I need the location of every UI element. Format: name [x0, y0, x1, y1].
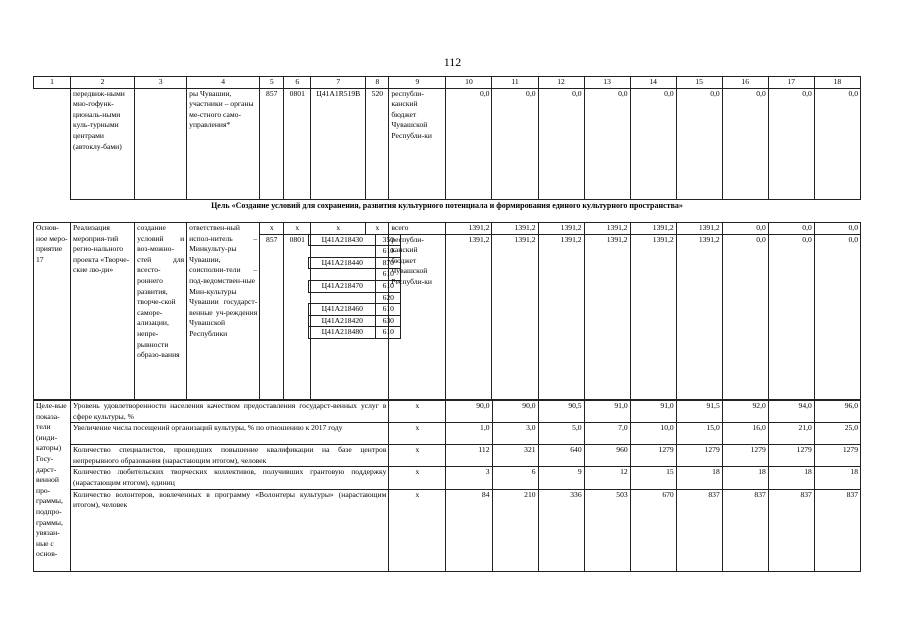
target-value: 210	[492, 489, 538, 571]
cell-x: x	[311, 223, 366, 235]
target-value: 5,0	[538, 423, 584, 445]
cell-value: 1391,2	[676, 223, 722, 235]
header-cell: 16	[722, 77, 768, 89]
code-expense: 610	[376, 304, 401, 316]
cell-value: 0,0	[492, 88, 538, 199]
header-cell: 4	[187, 77, 260, 89]
header-cell: 5	[260, 77, 284, 89]
target-value: 91,0	[630, 401, 676, 423]
code-expense: 630	[376, 315, 401, 327]
cell-section: 0801	[284, 88, 311, 199]
target-value: 15	[630, 467, 676, 489]
cell-value: 0,0	[722, 88, 768, 199]
target-value: 16,0	[722, 423, 768, 445]
header-row	[34, 77, 861, 89]
header-cell: 12	[538, 77, 584, 89]
header-cell: 11	[492, 77, 538, 89]
target-value: 640	[538, 445, 584, 467]
code-row	[309, 280, 401, 292]
top-table	[33, 76, 861, 200]
target-value: 21,0	[768, 423, 814, 445]
code-row	[309, 269, 401, 281]
cell-value: 1391,2	[492, 234, 538, 399]
code-target: Ц41А218420	[309, 315, 376, 327]
target-value: 94,0	[768, 401, 814, 423]
target-value: 18	[676, 467, 722, 489]
target-row	[34, 423, 861, 445]
target-value: 10,0	[630, 423, 676, 445]
code-target: Ц41А218480	[309, 327, 376, 339]
goal-title: Цель «Создание условий для сохранения, развития культурного потенциала и формирования единого культурного пространства»	[211, 201, 683, 210]
header-cell: 2	[71, 77, 135, 89]
cell-value: 0,0	[538, 88, 584, 199]
cell-description: передвиж-ными мно-гофунк-циональ-ными куль-турными центрами (автоклу-бами)	[71, 88, 135, 199]
cell-executor: ры Чувашии, участники – органы ме-стного само-управления*	[187, 88, 260, 199]
target-value: 90,0	[446, 401, 492, 423]
target-row	[34, 445, 861, 467]
header-cell: 6	[284, 77, 311, 89]
cell-value: 1391,2	[584, 223, 630, 235]
header-cell: 18	[814, 77, 860, 89]
code-target: Ц41А218430	[309, 234, 376, 246]
cell-empty	[135, 88, 187, 199]
cell-value: 1391,2	[446, 223, 492, 235]
cell-source: республи-канский бюджет Чувашской Республи-ки	[389, 234, 446, 399]
cell-value: 0,0	[768, 223, 814, 235]
target-value: 1279	[768, 445, 814, 467]
cell-goal: создание условий и воз-можно-стей для всесто-роннего развития, творче-ской саморе-ализации, непре-рывности образо-вания	[135, 223, 187, 400]
target-text: Количество волонтеров, вовлеченных в программу «Волонтеры культуры» (нарастающим итогом), человек	[71, 489, 389, 571]
target-value: 3	[446, 467, 492, 489]
event-table	[33, 222, 861, 400]
header-cell: 7	[311, 77, 366, 89]
cell-value: 1391,2	[492, 223, 538, 235]
target-value: 1279	[722, 445, 768, 467]
target-x: x	[389, 489, 446, 571]
target-value: 12	[584, 467, 630, 489]
target-value: 90,5	[538, 401, 584, 423]
target-value: 960	[584, 445, 630, 467]
code-expense: 350	[376, 234, 401, 246]
target-x: x	[389, 467, 446, 489]
cell-value: 0,0	[768, 88, 814, 199]
header-cell: 15	[676, 77, 722, 89]
target-value: 18	[814, 467, 860, 489]
target-text: Количество любительских творческих коллективов, получивших грантовую поддержку (нарастающим итогом), единиц	[71, 467, 389, 489]
cell-grbs: 857	[260, 88, 284, 199]
target-text: Количество специалистов, прошедших повышение квалификации на базе центров непрерывного образования (нарастающим итогом), человек	[71, 445, 389, 467]
target-value: 18	[768, 467, 814, 489]
cell-value: 1391,2	[676, 234, 722, 399]
cell-event-name: Основ-ное меро-приятие 17	[34, 223, 71, 400]
target-value: 96,0	[814, 401, 860, 423]
code-expense: 610	[376, 246, 401, 258]
cell-grbs: 857	[260, 234, 284, 399]
cell-value: 1391,2	[584, 234, 630, 399]
header-cell: 10	[446, 77, 492, 89]
target-value: 92,0	[722, 401, 768, 423]
target-value: 112	[446, 445, 492, 467]
target-value: 9	[538, 467, 584, 489]
target-value: 321	[492, 445, 538, 467]
targets-label: Целе-вые показа-тели (инди-каторы) Госу-дарст-венной про-граммы, подпро-граммы, увязан-ные с основ-	[34, 401, 71, 572]
cell-value: 1391,2	[538, 234, 584, 399]
target-value: 503	[584, 489, 630, 571]
target-value: 837	[768, 489, 814, 571]
target-value: 1279	[814, 445, 860, 467]
header-cell: 9	[389, 77, 446, 89]
target-x: x	[389, 445, 446, 467]
code-target	[309, 292, 376, 304]
cell-x: x	[284, 223, 311, 235]
code-expense: 610	[376, 269, 401, 281]
code-expense: 620	[376, 292, 401, 304]
target-value: 837	[814, 489, 860, 571]
event-total-row	[34, 223, 861, 235]
target-value: 15,0	[676, 423, 722, 445]
target-value: 6	[492, 467, 538, 489]
header-cell: 1	[34, 77, 71, 89]
target-value: 837	[676, 489, 722, 571]
cell-value: 1391,2	[630, 223, 676, 235]
target-value: 90,0	[492, 401, 538, 423]
targets-table	[33, 400, 861, 572]
cell-value: 1391,2	[446, 234, 492, 399]
cell-value: 0,0	[768, 234, 814, 399]
cell-value: 0,0	[630, 88, 676, 199]
cell-value: 1391,2	[538, 223, 584, 235]
code-expense: 610	[376, 280, 401, 292]
target-value: 1,0	[446, 423, 492, 445]
target-value: 3,0	[492, 423, 538, 445]
target-value: 25,0	[814, 423, 860, 445]
code-target: Ц41А218440	[309, 257, 376, 269]
cell-value: 0,0	[722, 234, 768, 399]
target-value: 84	[446, 489, 492, 571]
cell-codes	[311, 234, 394, 399]
cell-project: Реализация мероприя-тий регио-нального проекта «Творче-ские лю-ди»	[71, 223, 135, 400]
code-target: Ц41А218460	[309, 304, 376, 316]
cell-value: 0,0	[814, 88, 860, 199]
code-row	[309, 315, 401, 327]
cell-x: x	[260, 223, 284, 235]
target-value: 670	[630, 489, 676, 571]
target-value: 1279	[630, 445, 676, 467]
header-cell: 13	[584, 77, 630, 89]
target-value: 336	[538, 489, 584, 571]
target-value: 837	[722, 489, 768, 571]
target-text: Увеличение числа посещений организаций культуры, % по отношению к 2017 году	[71, 423, 389, 445]
header-cell: 14	[630, 77, 676, 89]
code-row	[309, 234, 401, 246]
cell-value: 1391,2	[630, 234, 676, 399]
cell-value: 0,0	[814, 223, 860, 235]
cell-source: республи-канский бюджет Чувашской Республи-ки	[389, 88, 446, 199]
cell-expense-type: 520	[366, 88, 389, 199]
cell-source-total: всего	[389, 223, 446, 235]
code-row	[309, 327, 401, 339]
target-value: 7,0	[584, 423, 630, 445]
cell-section: 0801	[284, 234, 311, 399]
code-expense: 870	[376, 257, 401, 269]
cell-executor: ответствен-ный испол-нитель – Минкульту-ры Чувашии, соисполни-тели – под-ведомствен-ные Мин-культуры Чувашии государст-венные уч-реждения Чувашской Республики	[187, 223, 260, 400]
code-expense: 610	[376, 327, 401, 339]
cell-value: 0,0	[814, 234, 860, 399]
code-target	[309, 246, 376, 258]
code-target: Ц41А218470	[309, 280, 376, 292]
target-text: Уровень удовлетворенности населения качеством предоставления государст-венных услуг в сфере культуры, %	[71, 401, 389, 423]
target-value: 18	[722, 467, 768, 489]
target-x: x	[389, 423, 446, 445]
target-value: 91,0	[584, 401, 630, 423]
continuation-row	[34, 88, 861, 199]
header-cell: 3	[135, 77, 187, 89]
cell-value: 0,0	[446, 88, 492, 199]
target-row	[34, 489, 861, 571]
code-row	[309, 257, 401, 269]
target-value: 1279	[676, 445, 722, 467]
target-row	[34, 401, 861, 423]
target-value: 91,5	[676, 401, 722, 423]
target-row	[34, 467, 861, 489]
header-cell: 17	[768, 77, 814, 89]
cell-empty	[34, 88, 71, 199]
cell-value: 0,0	[676, 88, 722, 199]
header-cell: 8	[366, 77, 389, 89]
code-row	[309, 304, 401, 316]
cell-value: 0,0	[722, 223, 768, 235]
cell-value: 0,0	[584, 88, 630, 199]
code-row	[309, 246, 401, 258]
code-target	[309, 269, 376, 281]
codes-table	[308, 234, 401, 339]
code-row	[309, 292, 401, 304]
target-x: x	[389, 401, 446, 423]
cell-x: x	[366, 223, 389, 235]
cell-target-code: Ц41А1R519В	[311, 88, 366, 199]
page-number: 112	[443, 55, 462, 69]
